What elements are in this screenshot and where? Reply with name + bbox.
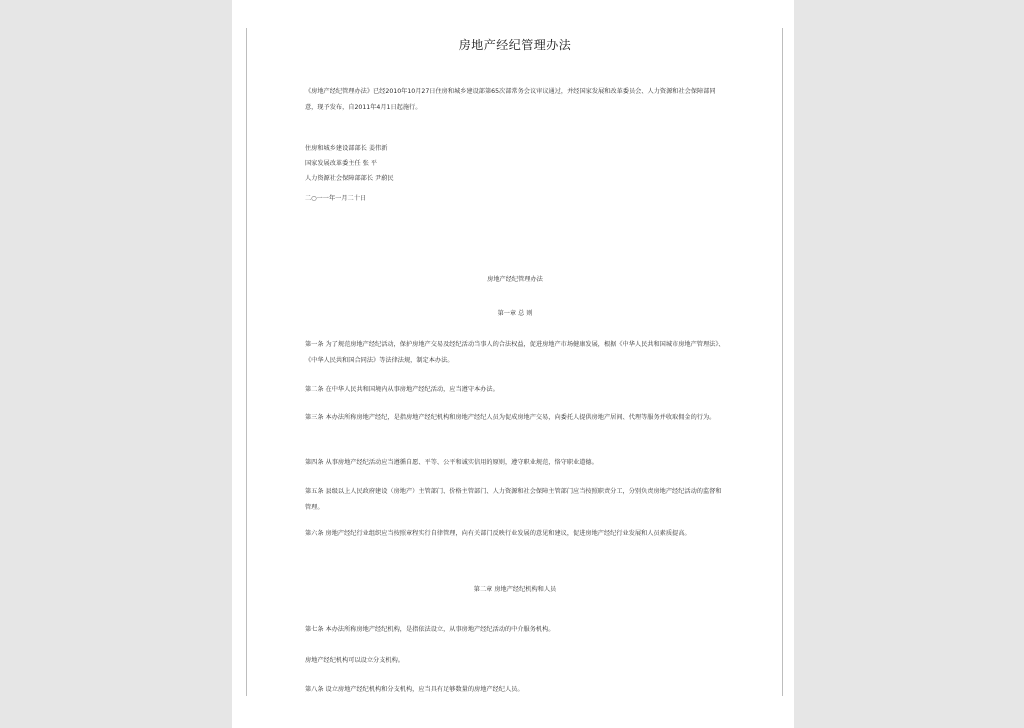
article-3: 第三条 本办法所称房地产经纪，是指房地产经纪机构和房地产经纪人员为促成房地产交易，向委托人提供房地产居间、代理等服务并收取佣金的行为。: [305, 414, 716, 421]
article-2: 第二条 在中华人民共和国境内从事房地产经纪活动，应当遵守本办法。: [305, 386, 499, 393]
document-subtitle: 房地产经纪管理办法: [487, 276, 543, 283]
chapter-1-heading: 第一章 总 则: [497, 310, 533, 317]
document-title: 房地产经纪管理办法: [458, 38, 572, 52]
right-margin-rule: [782, 28, 783, 696]
signatory-3: 人力资源社会保障部部长 尹蔚民: [305, 175, 394, 182]
article-7-clause: 房地产经纪机构可以设立分支机构。: [305, 657, 404, 664]
article-8: 第八条 设立房地产经纪机构和分支机构，应当具有足够数量的房地产经纪人员。: [305, 686, 524, 693]
preamble-paragraph: 《房地产经纪管理办法》已经2010年10月27日住房和城乡建设部第65次部常务会议审议通过，并经国家发展和改革委员会、人力资源和社会保障部同意，现予发布，自2011年4月1日起施行。: [305, 88, 716, 111]
article-5: 第五条 县级以上人民政府建设（房地产）主管部门、价格主管部门、人力资源和社会保障主管部门应当按照职责分工，分别负责房地产经纪活动的监督和管理。: [305, 488, 722, 511]
issue-date: 二○一一年一月二十日: [305, 195, 367, 202]
article-7: 第七条 本办法所称房地产经纪机构，是指依法设立，从事房地产经纪活动的中介服务机构。: [305, 626, 555, 633]
chapter-2-heading: 第二章 房地产经纪机构和人员: [473, 586, 557, 593]
signatory-1: 住房和城乡建设部部长 姜伟新: [305, 145, 388, 152]
article-4: 第四条 从事房地产经纪活动应当遵循自愿、平等、公平和诚实信用的原则，遵守职业规范，恪守职业道德。: [305, 459, 598, 466]
article-1: 第一条 为了规范房地产经纪活动，保护房地产交易及经纪活动当事人的合法权益，促进房地产市场健康发展，根据《中华人民共和国城市房地产管理法》、《中华人民共和国合同法》等法律法规，制定本办法。: [305, 341, 725, 364]
left-margin-rule: [246, 28, 247, 696]
signatory-2: 国家发展改革委主任 张 平: [305, 160, 377, 167]
article-6: 第六条 房地产经纪行业组织应当按照章程实行自律管理，向有关部门反映行业发展的意见和建议，促进房地产经纪行业发展和人员素质提高。: [305, 530, 691, 537]
